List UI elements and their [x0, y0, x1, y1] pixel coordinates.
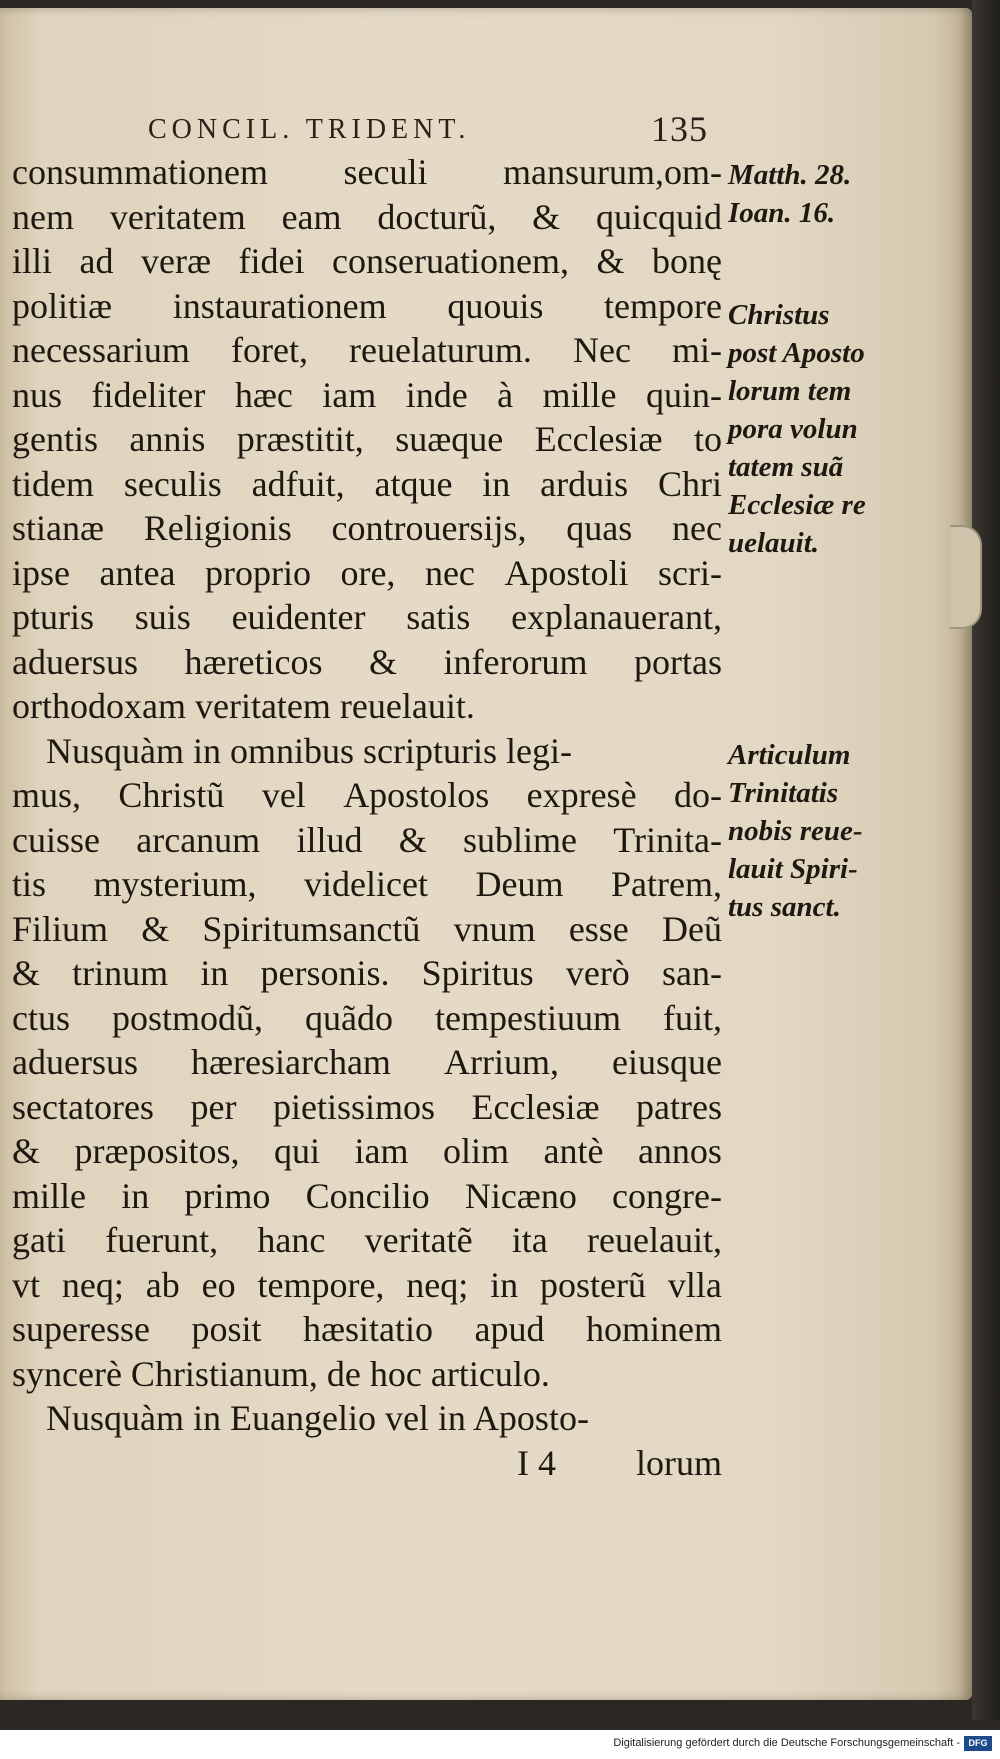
text-line: mus, Christũ vel Apostolos expresè do- — [12, 775, 722, 815]
margin-note-line: uelauit. — [728, 527, 820, 559]
margin-note-line: pora volun — [728, 413, 858, 445]
text-line: gati fuerunt, hanc veritatẽ ita reuelauit, — [12, 1220, 722, 1260]
text-line: stianæ Religionis controuersijs, quas nec — [12, 508, 722, 548]
text-line: syncerè Christianum, de hoc articulo. — [12, 1353, 550, 1394]
text-line: tidem seculis adfuit, atque in arduis Chri — [12, 463, 722, 504]
text-line: superesse posit hæsitatio apud hominem — [12, 1309, 722, 1349]
text-line: necessarium foret, reuelaturum. Nec mi- — [12, 330, 722, 370]
margin-note-line: tus sanct. — [728, 891, 841, 923]
margin-note-line: lorum tem — [728, 375, 852, 407]
text-line: aduersus hæreticos & inferorum portas — [12, 641, 722, 682]
text-line: cuisse arcanum illud & sublime Trinita- — [12, 819, 722, 860]
text-line: Filium & Spiritumsanctũ vnum esse Deũ — [12, 908, 722, 949]
text-line: gentis annis præstitit, suæque Ecclesiæ to — [12, 419, 722, 459]
running-head — [148, 108, 708, 148]
page-tab — [950, 525, 982, 629]
margin-note-line: nobis reue- — [728, 815, 863, 847]
text-line: illi ad veræ fidei conseruationem, & bonę — [12, 241, 722, 281]
digitization-footer — [0, 1730, 1000, 1759]
catch-line — [12, 1441, 722, 1486]
margin-note-references — [728, 156, 898, 232]
catchword: lorum — [636, 1442, 722, 1483]
margin-note-line: Articulum — [728, 739, 851, 771]
text-line: sectatores per pietissimos Ecclesiæ patres — [12, 1086, 722, 1127]
dfg-logo-icon: DFG — [964, 1736, 992, 1751]
margin-note-line: post Aposto — [728, 337, 865, 369]
margin-note-line: Matth. 28. — [728, 159, 852, 191]
text-line: & trinum in personis. Spiritus verò san- — [12, 953, 722, 993]
text-line: vt neq; ab eo tempore, neq; in posterũ vlla — [12, 1264, 722, 1305]
running-head-title: CONCIL. TRIDENT. — [148, 114, 471, 145]
margin-note-line: lauit Spiri- — [728, 853, 858, 885]
text-line: aduersus hæresiarcham Arrium, eiusque — [12, 1042, 722, 1082]
text-line: ctus postmodũ, quãdo tempestiuum fuit, — [12, 997, 722, 1038]
text-line: mille in primo Concilio Nicæno congre- — [12, 1175, 722, 1216]
margin-note-line: Ecclesiæ re — [728, 489, 866, 521]
text-line: & præpositos, qui iam olim antè annos — [12, 1131, 722, 1171]
book-spine — [972, 0, 1000, 1720]
margin-note-line: Ioan. 16. — [728, 197, 836, 229]
text-line: orthodoxam veritatem reuelauit. — [12, 686, 475, 726]
text-line: nem veritatem eam docturũ, & quicquid — [12, 196, 722, 237]
text-line: Nusquàm in omnibus scripturis legi- — [46, 730, 572, 771]
text-line: Nusquàm in Euangelio vel in Aposto- — [46, 1398, 589, 1438]
text-line: pturis suis euidenter satis explanauerant, — [12, 597, 722, 637]
page-number: 135 — [651, 109, 708, 149]
footer-credit: Digitalisierung gefördert durch die Deutsche Forschungsgemeinschaft - — [613, 1737, 960, 1749]
margin-note-line: Trinitatis — [728, 777, 839, 809]
margin-note-line: Christus — [728, 299, 830, 331]
signature-mark: I 4 — [517, 1442, 556, 1483]
text-line: tis mysterium, videlicet Deum Patrem, — [12, 864, 722, 904]
body-text — [12, 150, 722, 1485]
text-line: nus fideliter hæc iam inde à mille quin- — [12, 374, 722, 415]
text-line: consummationem seculi mansurum,om- — [12, 152, 722, 192]
margin-note-line: tatem suã — [728, 451, 844, 483]
text-line: politiæ instaurationem quouis tempore — [12, 285, 722, 326]
margin-note-christus — [728, 296, 898, 562]
margin-note-articulum — [728, 736, 898, 926]
text-line: ipse antea proprio ore, nec Apostoli scri- — [12, 552, 722, 593]
